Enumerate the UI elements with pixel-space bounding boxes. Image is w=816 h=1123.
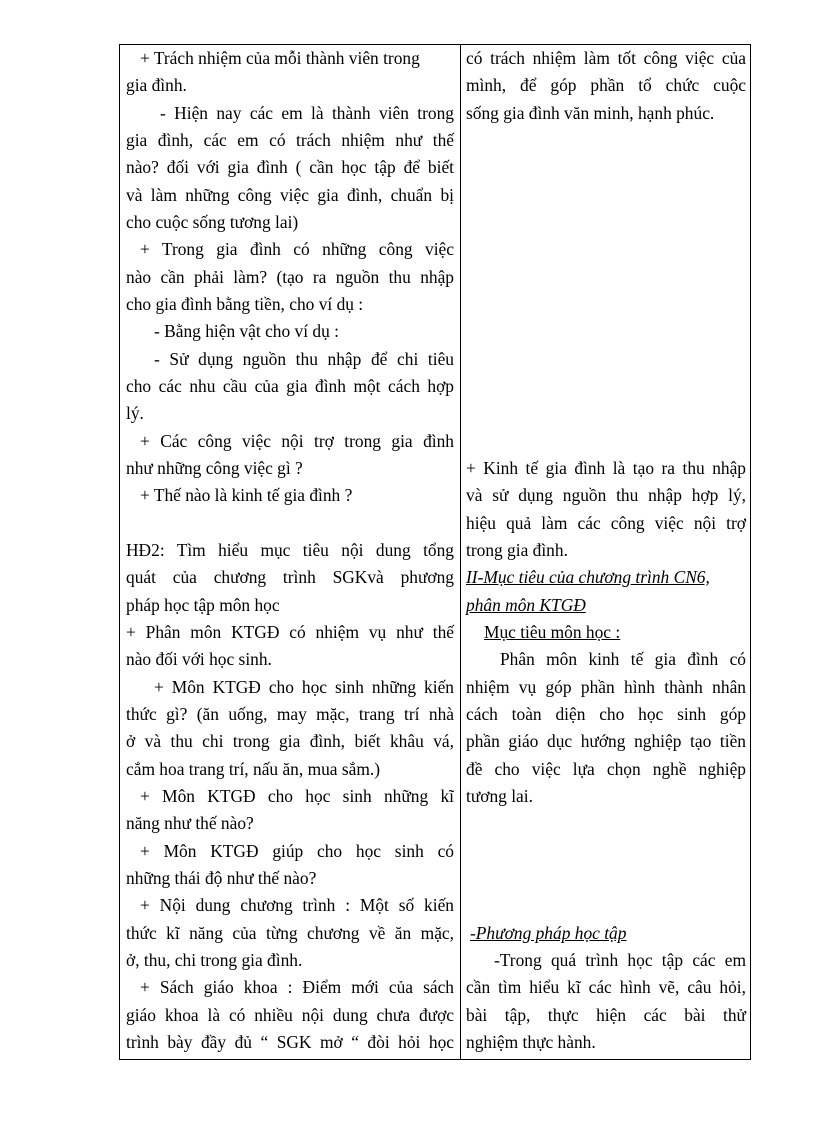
- text-line: và làm những công việc gia đình, chuẩn bị: [126, 185, 454, 205]
- text-line: + Phân môn KTGĐ có nhiệm vụ như thế: [126, 622, 454, 642]
- text-line: HĐ2: Tìm hiểu mục tiêu nội dung tổng: [126, 540, 454, 560]
- section-heading: phân môn KTGĐ: [466, 595, 586, 615]
- text-line: tương lai.: [466, 786, 533, 806]
- text-line: + Môn KTGĐ giúp cho học sinh có: [140, 841, 454, 861]
- text-line: và sử dụng nguồn thu nhập hợp lý,: [466, 485, 746, 505]
- text-line: cắm hoa trang trí, nấu ăn, mua sắm.): [126, 759, 381, 779]
- text-line: nhiệm vụ góp phần hình thành nhân: [466, 677, 746, 697]
- text-line: thức gì? (ăn uống, may mặc, trang trí nhà: [126, 704, 454, 724]
- text-line: - Bằng hiện vật cho ví dụ :: [154, 321, 339, 341]
- text-line: phần giáo dục hướng nghiệp tạo tiền: [466, 731, 746, 751]
- text-line: + Kinh tế gia đình là tạo ra thu nhập: [466, 458, 746, 478]
- text-line: + Trong gia đình có những công việc: [140, 239, 454, 259]
- text-line: - Hiện nay các em là thành viên trong: [160, 103, 454, 123]
- text-line: -Trong quá trình học tập các em: [494, 950, 746, 970]
- text-line: cho các nhu cầu của gia đình một cách hợp: [126, 376, 454, 396]
- text-line: gia đình, các em có trách nhiệm như thế: [126, 130, 454, 150]
- section-heading: II-Mục tiêu của chương trình CN6,: [466, 567, 710, 587]
- text-line: có trách nhiệm làm tốt công việc của: [466, 48, 746, 68]
- text-line: cho gia đình bằng tiền, cho ví dụ :: [126, 294, 364, 314]
- text-line: ở và thu chi trong gia đình, biết khâu vá,: [126, 731, 454, 751]
- text-line: mình, để góp phần tổ chức cuộc: [466, 75, 746, 95]
- subheading-text: Mục tiêu môn học :: [484, 622, 621, 642]
- text-line: quát của chương trình SGKvà phương: [126, 567, 454, 587]
- text-line: sống gia đình văn minh, hạnh phúc.: [466, 103, 715, 123]
- text-line: cách toàn diện cho học sinh góp: [466, 704, 746, 724]
- text-line: cần tìm hiểu kĩ các hình vẽ, câu hỏi,: [466, 977, 746, 997]
- text-line: + Sách giáo khoa : Điểm mới của sách: [140, 977, 454, 997]
- text-line: nghiệm thực hành.: [466, 1032, 596, 1052]
- text-line: trong gia đình.: [466, 540, 568, 560]
- text-line: + Môn KTGĐ cho học sinh những kiến: [154, 677, 454, 697]
- text-line: gia đình.: [126, 75, 187, 95]
- text-line: nào? đối với gia đình ( cần học tập để biết: [126, 157, 454, 177]
- text-line: lý.: [126, 403, 144, 423]
- text-line: nào đối với học sinh.: [126, 649, 272, 669]
- text-line: ở, thu, chi trong gia đình.: [126, 950, 303, 970]
- text-line: những thái độ như thế nào?: [126, 868, 317, 888]
- text-line: hiệu quả làm các công việc nội trợ: [466, 513, 746, 533]
- text-line: năng như thế nào?: [126, 813, 254, 833]
- text-line: trình bày đầy đủ “ SGK mở “ đòi hỏi học: [126, 1032, 454, 1052]
- text-line: Phân môn kinh tế gia đình có: [500, 649, 746, 669]
- text-line: đề cho việc lựa chọn nghề nghiệp: [466, 759, 746, 779]
- subheading: [466, 920, 746, 947]
- text-line: + Các công việc nội trợ trong gia đình: [140, 431, 454, 451]
- subheading: [466, 619, 746, 646]
- text-line: bài tập, thực hiện các bài thử: [466, 1005, 746, 1025]
- text-line: thức kĩ năng của từng chương về ăn mặc,: [126, 923, 454, 943]
- text-line: giáo khoa là có nhiều nội dung chưa được: [126, 1005, 454, 1025]
- text-line: pháp học tập môn học: [126, 595, 280, 615]
- text-line: cho cuộc sống tương lai): [126, 212, 299, 232]
- text-line: như những công việc gì ?: [126, 458, 303, 478]
- subheading-text: -Phương pháp học tập: [470, 923, 627, 943]
- lesson-table: [119, 44, 751, 1060]
- text-line: - Sử dụng nguồn thu nhập để chi tiêu: [154, 349, 454, 369]
- text-line: + Trách nhiệm của mỗi thành viên trong: [140, 48, 420, 68]
- column-divider: [460, 45, 461, 1059]
- text-line: nào cần phải làm? (tạo ra nguồn thu nhập: [126, 267, 454, 287]
- text-line: + Thế nào là kinh tế gia đình ?: [140, 485, 353, 505]
- text-line: + Môn KTGĐ cho học sinh những kĩ: [140, 786, 454, 806]
- text-line: + Nội dung chương trình : Một số kiến: [140, 895, 454, 915]
